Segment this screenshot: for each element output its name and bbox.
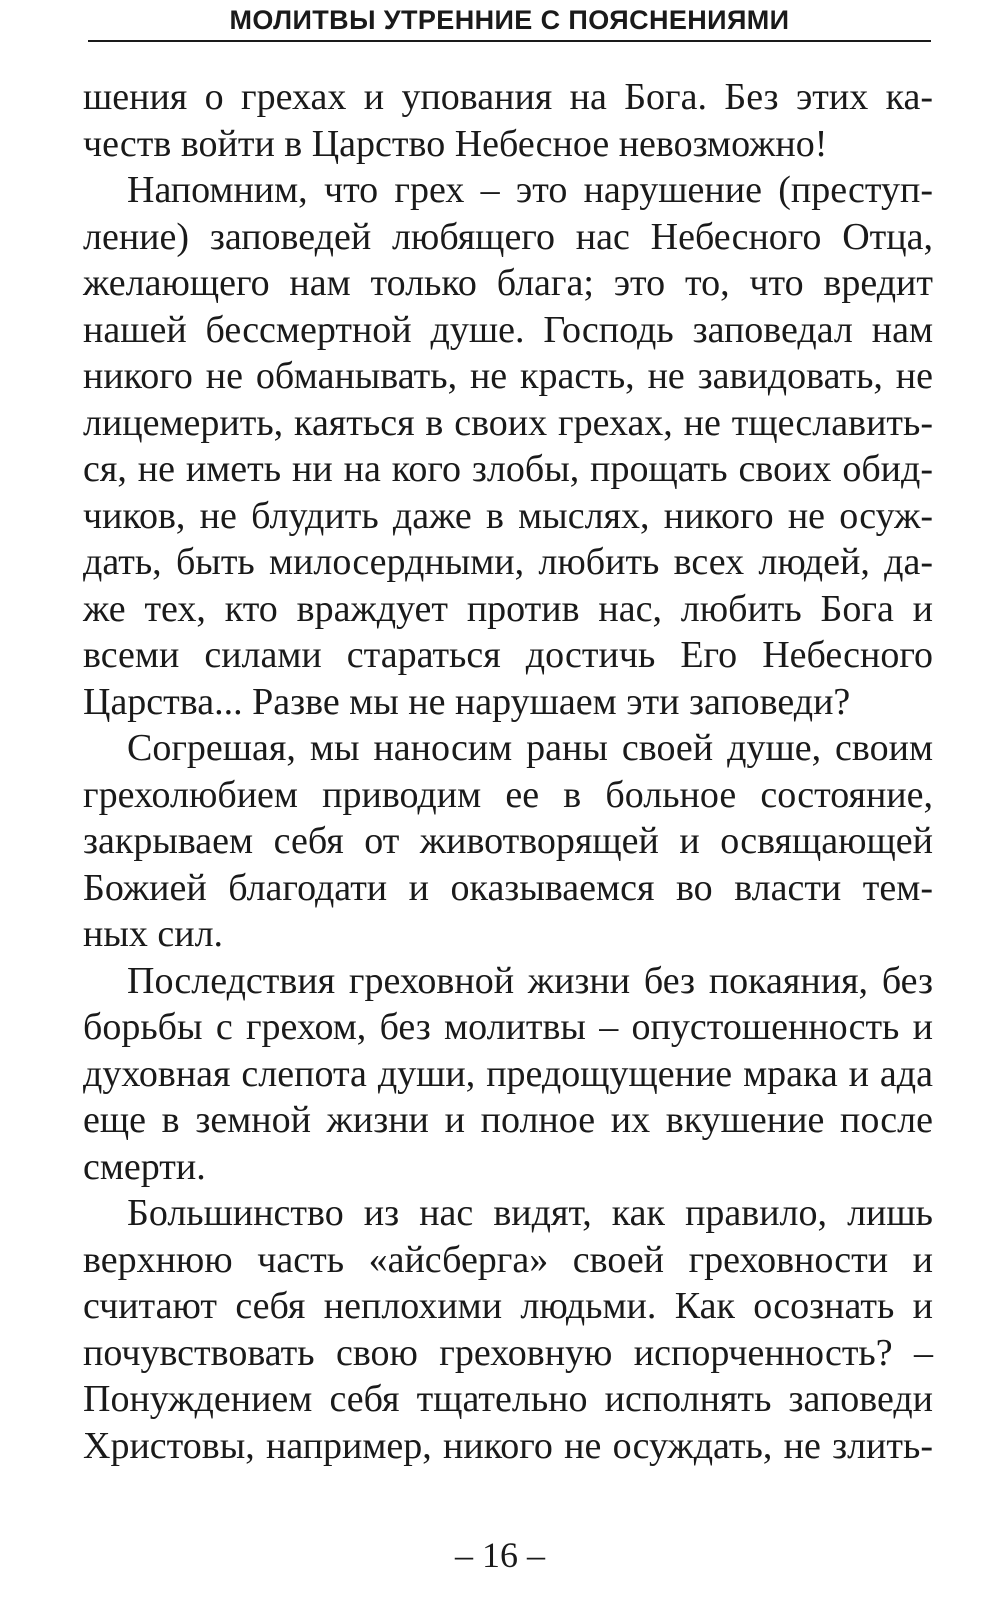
paragraph-2 <box>83 167 933 725</box>
text-line: ление) заповедей любящего нас Небесного Отца, <box>83 215 933 258</box>
text-line: Божией благодати и оказываемся во власти тем- <box>83 866 933 909</box>
text-line: борьбы с грехом, без молитвы – опустошенность и <box>83 1006 933 1048</box>
header-rule <box>88 40 931 42</box>
paragraph-3 <box>83 725 933 958</box>
text-line: честв войти в Царство Небесное невозможно! <box>83 122 828 165</box>
text-line: почувствовать свою греховную испорченность? – <box>83 1331 933 1374</box>
text-line: же тех, кто враждует против нас, любить Бога и <box>83 587 933 630</box>
text-line: считают себя неплохими людьми. Как осознать и <box>83 1285 933 1327</box>
text-line: желающего нам только блага; это то, что вредит <box>83 262 933 304</box>
text-line: Последствия греховной жизни без покаяния, без <box>127 959 933 1002</box>
text-line: духовная слепота души, предощущение мрака и ада <box>83 1052 933 1095</box>
text-line: Напомним, что грех – это нарушение (преступ- <box>127 169 933 211</box>
text-line: дать, быть милосердными, любить всех людей, да- <box>83 541 933 583</box>
text-line: ся, не иметь ни на кого злобы, прощать своих обид- <box>83 448 933 490</box>
paragraph-1 <box>83 74 933 167</box>
text-line: всеми силами стараться достичь Его Небесного <box>83 634 933 676</box>
text-line: Христовы, например, никого не осуждать, не злить- <box>83 1424 933 1467</box>
body-text <box>83 74 933 1469</box>
paragraph-5 <box>83 1190 933 1469</box>
text-line: еще в земной жизни и полное их вкушение после <box>83 1099 933 1141</box>
text-line: никого не обманывать, не красть, не завидовать, не <box>83 355 933 397</box>
running-head: МОЛИТВЫ УТРЕННИЕ С ПОЯСНЕНИЯМИ <box>229 5 790 35</box>
text-line: Согрешая, мы наносим раны своей душе, своим <box>127 727 933 769</box>
text-line: нашей бессмертной душе. Господь заповедал нам <box>83 308 933 351</box>
paragraph-4 <box>83 958 933 1191</box>
text-line: лицемерить, каяться в своих грехах, не тщеславить- <box>83 401 933 444</box>
text-line: грехолюбием приводим ее в больное состояние, <box>83 773 933 816</box>
text-line: закрываем себя от животворящей и освящающей <box>83 820 933 862</box>
page-number: – 16 – <box>455 1535 545 1575</box>
text-line: Понуждением себя тщательно исполнять заповеди <box>83 1378 933 1420</box>
text-line: смерти. <box>83 1145 206 1188</box>
text-line: чиков, не блудить даже в мыслях, никого не осуж- <box>83 494 933 537</box>
text-line: верхнюю часть «айсберга» своей греховности и <box>83 1238 933 1281</box>
text-line: Царства... Разве мы не нарушаем эти заповеди? <box>83 680 851 723</box>
text-line: Большинство из нас видят, как правило, лишь <box>127 1192 933 1234</box>
text-line: шения о грехах и упования на Бога. Без этих ка- <box>83 76 933 118</box>
text-line: ных сил. <box>83 913 224 955</box>
